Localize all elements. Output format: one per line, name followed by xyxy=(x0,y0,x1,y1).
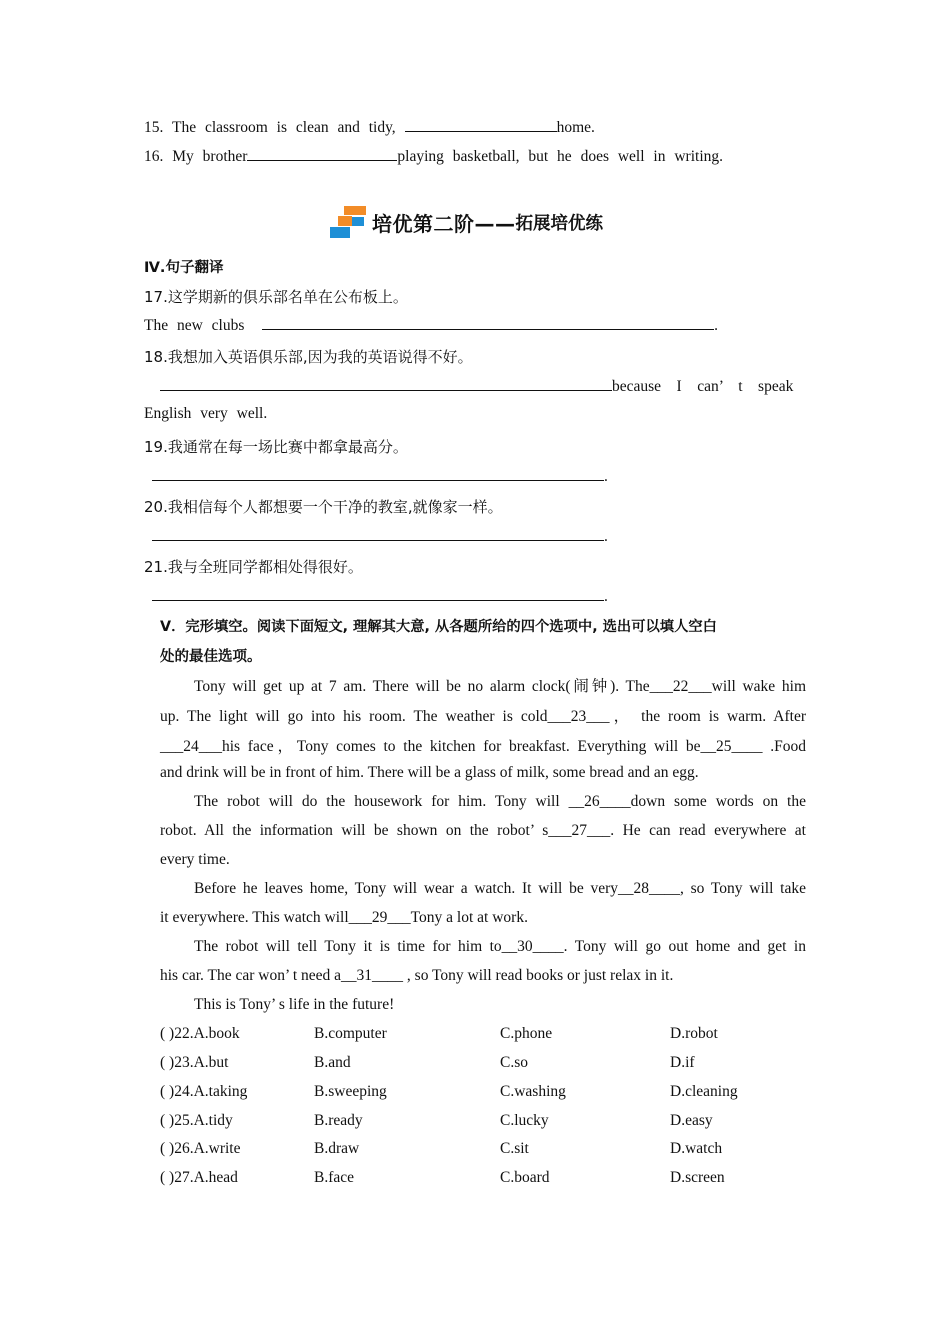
cloze-paragraph-line: Tony will get up at 7 am. There will be no alarm clock(闹钟). The___22___will wake him xyxy=(194,678,806,695)
answer-blank[interactable] xyxy=(247,146,397,161)
option-question[interactable]: ( )27.A.head xyxy=(160,1169,238,1186)
translation-20-en: . xyxy=(152,526,608,546)
option-b[interactable]: B.draw xyxy=(314,1140,360,1157)
cloze-paragraph-line: up. The light will go into his room. The weather is cold___23___， the room is warm. After xyxy=(160,708,806,725)
translation-18-zh: 18.我想加入英语俱乐部,因为我的英语说得不好。 xyxy=(144,348,473,366)
cloze-paragraph-line: it everywhere. This watch will___29___Tony a lot at work. xyxy=(160,909,528,926)
cloze-paragraph-line: The robot will do the housework for him. Tony will __26____down some words on the xyxy=(194,793,806,810)
option-d[interactable]: D.cleaning xyxy=(670,1083,738,1100)
answer-blank[interactable] xyxy=(152,526,604,541)
option-d[interactable]: D.robot xyxy=(670,1025,718,1042)
option-question[interactable]: ( )22.A.book xyxy=(160,1025,240,1042)
cloze-paragraph-line: Before he leaves home, Tony will wear a watch. It will be very__28____, so Tony will take xyxy=(194,880,806,897)
section-title-sub: 拓展培优练 xyxy=(515,213,603,234)
cloze-paragraph-line: This is Tony’ s life in the future! xyxy=(194,996,395,1013)
section-title xyxy=(330,204,603,240)
option-c[interactable]: C.washing xyxy=(500,1083,566,1100)
translation-19-en: . xyxy=(152,466,608,486)
option-d[interactable]: D.watch xyxy=(670,1140,723,1157)
cloze-paragraph-line: robot. All the information will be shown on the robot’ s___27___. He can read everywhere at xyxy=(160,822,806,839)
answer-blank[interactable] xyxy=(405,117,557,132)
cloze-heading-line1: Ⅴ．完形填空。阅读下面短文, 理解其大意, 从各题所给的四个选项中, 选出可以填人空白 xyxy=(160,619,717,635)
option-d[interactable]: D.if xyxy=(670,1054,695,1071)
translation-heading: Ⅳ.句子翻译 xyxy=(144,260,224,276)
cloze-paragraph-line: and drink will be in front of him. There will be a glass of milk, some bread and an egg. xyxy=(160,764,699,781)
option-c[interactable]: C.lucky xyxy=(500,1112,549,1129)
answer-blank[interactable] xyxy=(152,466,604,481)
translation-18-en-line2: English very well. xyxy=(144,405,268,422)
option-question[interactable]: ( )26.A.write xyxy=(160,1140,241,1157)
option-b[interactable]: B.face xyxy=(314,1169,355,1186)
option-c[interactable]: C.so xyxy=(500,1054,528,1071)
option-c[interactable]: C.board xyxy=(500,1169,550,1186)
option-c[interactable]: C.sit xyxy=(500,1140,529,1157)
cloze-paragraph-line: The robot will tell Tony it is time for him to__30____. Tony will go out home and get in xyxy=(194,938,806,955)
option-question[interactable]: ( )25.A.tidy xyxy=(160,1112,233,1129)
question-16: 16. My brother playing basketball, but he does well in writing. xyxy=(144,148,723,165)
cloze-paragraph-line: every time. xyxy=(160,851,230,868)
translation-17-zh: 17.这学期新的俱乐部名单在公布板上。 xyxy=(144,288,408,306)
option-question[interactable]: ( )23.A.but xyxy=(160,1054,229,1071)
option-b[interactable]: B.and xyxy=(314,1054,351,1071)
translation-18-en: because I can’ t speak xyxy=(160,376,793,396)
cloze-paragraph-line: ___24___his face，Tony comes to the kitchen for breakfast. Everything will be__25____ .Food xyxy=(160,738,806,755)
cloze-heading-line2: 处的最佳选项。 xyxy=(160,649,262,665)
cloze-paragraph-line: his car. The car won’ t need a__31____ , so Tony will read books or just relax in it. xyxy=(160,967,674,984)
stairs-logo-icon xyxy=(330,206,366,238)
option-b[interactable]: B.ready xyxy=(314,1112,363,1129)
question-15: 15. The classroom is clean and tidy, home. xyxy=(144,119,595,136)
translation-20-zh: 20.我相信每个人都想要一个干净的教室,就像家一样。 xyxy=(144,498,503,516)
answer-blank[interactable] xyxy=(152,586,604,601)
answer-blank[interactable] xyxy=(262,315,714,330)
translation-17-en: The new clubs . xyxy=(144,317,719,334)
option-b[interactable]: B.sweeping xyxy=(314,1083,387,1100)
translation-21-en: . xyxy=(152,586,608,606)
section-title-main: 培优第二阶—— xyxy=(372,211,516,236)
answer-blank[interactable] xyxy=(160,376,612,391)
option-d[interactable]: D.screen xyxy=(670,1169,725,1186)
option-b[interactable]: B.computer xyxy=(314,1025,387,1042)
translation-21-zh: 21.我与全班同学都相处得很好。 xyxy=(144,558,363,576)
translation-19-zh: 19.我通常在每一场比赛中都拿最高分。 xyxy=(144,438,408,456)
option-question[interactable]: ( )24.A.taking xyxy=(160,1083,248,1100)
option-d[interactable]: D.easy xyxy=(670,1112,713,1129)
option-c[interactable]: C.phone xyxy=(500,1025,553,1042)
